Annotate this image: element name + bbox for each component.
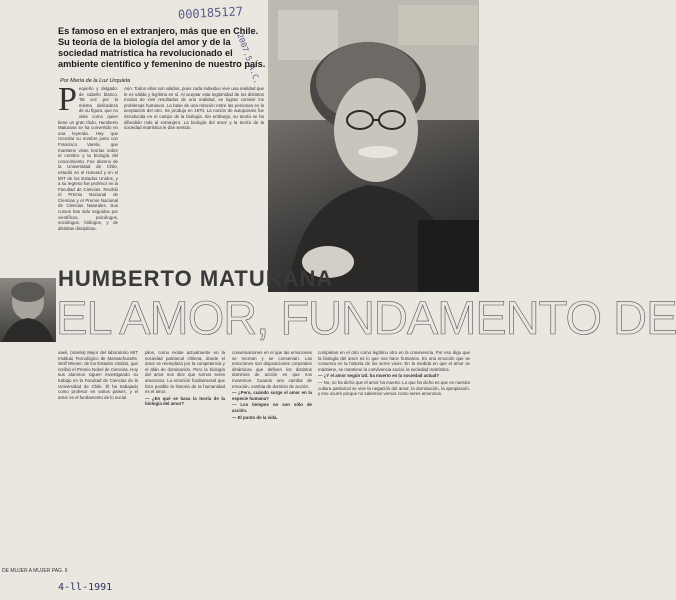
article-column-6 (318, 350, 470, 560)
question-1: — ¿En qué se basa la teoría de la biología del amor? (145, 395, 225, 407)
article-column-4 (145, 350, 225, 560)
lead-paragraph: Es famoso en el extranjero, más que en Chile. Su teoría de la biología del amor y de la sociedad matrística ha revolucionado el ambiente científico y femenino de nuestro país. (58, 26, 266, 69)
archive-number: 000185127 (177, 4, 244, 22)
question-3: — Los tiempos no son sólo de acción. (232, 402, 312, 413)
article-column-1 (58, 81, 118, 264)
inset-photo (0, 278, 56, 342)
portrait-illustration (268, 0, 479, 292)
column-1-text: equeño y delgado, de cabello blanco. Tal vez por la misma delicadeza de su figura, que no viste como quien tiene un gran título, Humberto Maturana se ha convertido en una leyenda. Hay que recordar su nombre junto con Francisco Varela, que mantiene vivas teorías sobre el cerebro y la biología del conocimiento. Fue alumno de la Universidad de Chile, estudió en el Harvard y en el MIT de los Estados Unidos, y a su regreso fue profesor en la Facultad de Ciencias. Recibió el Premio Nacional de Ciencias y el Premio Nacional de Ciencias Naturales. Sus cursos han sido seguidos por científicos, psicólogos, sociólogos, biólogos, y de distintas disciplinas. (58, 86, 118, 231)
article-column-5 (232, 350, 312, 560)
headline-title: EL AMOR, FUNDAMENTO DE (56, 291, 676, 344)
portrait-photo (268, 0, 479, 292)
column-4-text: plios, como existe actualmente en la sociedad patriarcal chilena, donde el amor se reemplaza por la competencia y el afán de dominación. Pero la biología del amor nos dice que somos seres amorosos. La emoción fundamental que hizo posible la historia de la humanidad es el amor. (145, 350, 225, 395)
question-4: — El punto de la vida. (232, 414, 278, 420)
byline: Por María de la Luz Urquieta (60, 78, 131, 84)
column-6-text: completan en el otro como legítimo otro en la convivencia. Por eso digo que la biología del amor es lo que nos hace humanos. Es una emoción que se conserva en la historia de los seres vivos. En la medida en que el amor se mantiene, se mantiene la convivencia social, la sociedad matrística. (318, 350, 470, 372)
column-2-text: Aún. Todos ellos son válidos, pues cada individuo vive una realidad que le es válida y legítima en sí. Al aceptar esta legitimidad de los distintos modos de vivir resultados de una realidad, se logran convivir los problemas humanos. La base de una relación entre las personas es la aceptación del otro. Se produjo en 1970. La noción de autopoiesis fue introducida en el campo de la biología. Sin embargo, su teoría se ha difundido más al extranjero. La biología del amor y la teoría de la sociedad matrística le dan sentido. (124, 86, 264, 131)
headline-name: HUMBERTO MATURANA (58, 266, 334, 291)
column-3-text: vaeli, (Varela) Mejor del laboratorio MIT Instituto Tecnológico de Massachusetts, Wolf Wiener, de los Estados Unidos, que recibió el Premio Nobel de Ciencias. Hoy sus alumnos siguen investigando su trabajo en la Facultad de Ciencias de la Universidad de Chile. Él ha trabajado como profesor en varios países, y el amor es el fundamento de lo social. (58, 350, 138, 400)
column-6b-text: — No, no ha dicho que el amor ha muerto. Lo que ha dicho es que en nuestra cultura patriarcal se vive la negación del amor, la dominación, la apropiación, y eso ocurre porque no sabemos vernos como seres amorosos. (318, 379, 470, 397)
question-5: — ¿Y el amor según Ud. ha muerto en la sociedad actual? (318, 373, 439, 379)
drop-cap: P (58, 81, 77, 118)
column-5-text: conversaciones en el que las emociones se recrean y se conservan. Las emociones son disposiciones corporales dinámicas que definen los distintos dominios de acción en que nos movemos. Cuando uno cambia de emoción, cambia de dominio de acción. (232, 350, 312, 389)
article-column-2 (124, 86, 264, 264)
question-2: — ¿Pero, cuándo surge el amor en la especie humana? (232, 390, 312, 401)
article-column-3 (58, 350, 138, 560)
page-footer: DE MUJER A MUJER PAG. 6 (2, 568, 68, 574)
handwritten-date: 4-ll-1991 (58, 582, 113, 593)
handwritten-note: 2007.5.A.C. (235, 32, 262, 85)
